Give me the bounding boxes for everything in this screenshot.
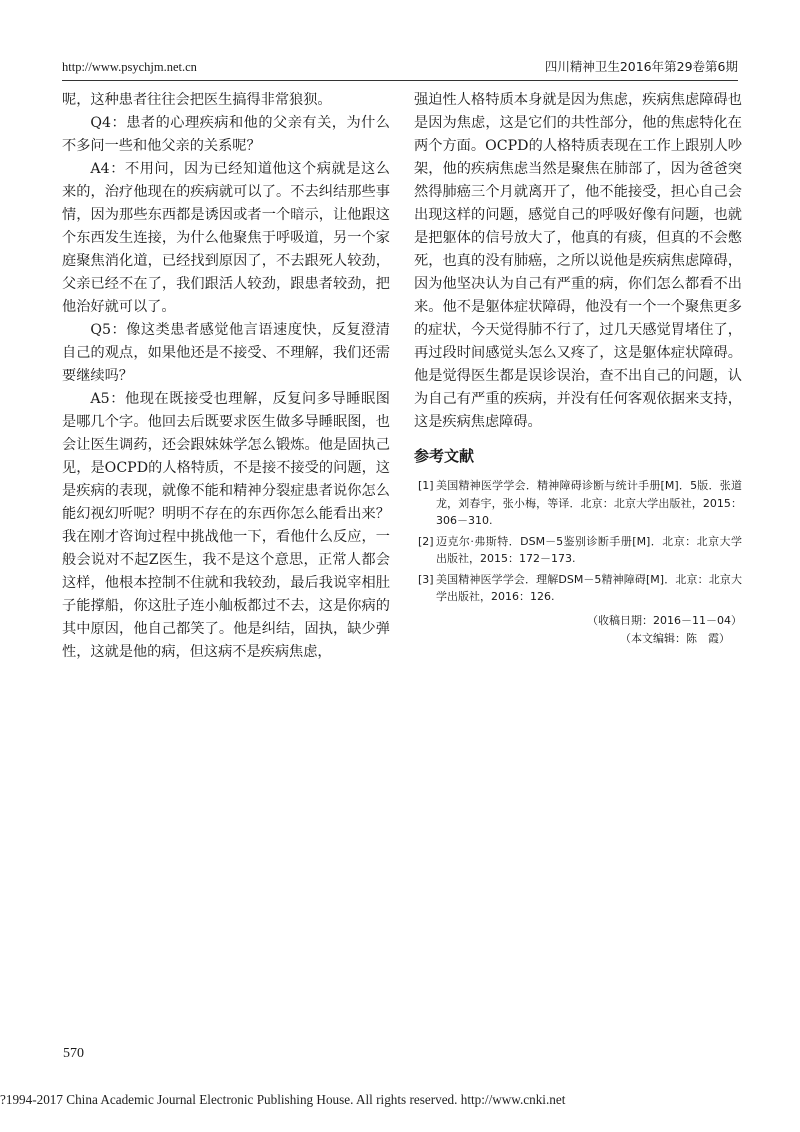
reference-text: 美国精神医学学会．理解DSM－5精神障碍[M]．北京：北京大学出版社，2016：126.: [436, 572, 742, 603]
paragraph: 强迫性人格特质本身就是因为焦虑，疾病焦虑障碍也是因为焦虑，这是它们的共性部分，他的焦虑特化在两个方面。OCPD的人格特质表现在工作上跟别人吵架，他的疾病焦虑当然是聚焦在肺部了，因为爸爸突然得肺癌三个月就离开了，他不能接受，担心自己会出现这样的问题，感觉自己的呼吸好像有问题，也就是把躯体的信号放大了，他真的有痰，但真的不会憋死，也真的没有肺癌，之所以说他是疾病焦虑障碍，因为他坚决认为自己有严重的病，你们怎么都看不出来。他不是躯体症状障碍，他没有一个一个聚焦更多的症状，今天觉得肺不行了，过几天感觉胃堵住了，再过段时间感觉头怎么又疼了，这是躯体症状障碍。他是觉得医生都是误诊误治，查不出自己的问题，认为自己有严重的疾病，并没有任何客观依据来支持，这是疾病焦虑障碍。: [414, 92, 742, 430]
editor-note: （本文编辑：陈 霞）: [620, 631, 730, 645]
page-number: 570: [63, 1046, 84, 1061]
right-column: [414, 89, 742, 648]
copyright-footer: [0, 1092, 800, 1108]
question-paragraph: Q4：患者的心理疾病和他的父亲有关，为什么不多问一些和他父亲的关系呢？: [62, 115, 390, 154]
answer-paragraph: A5：他现在既接受也理解，反复问多导睡眠图是哪几个字。他回去后既要求医生做多导睡眠图，也会让医生调药，还会跟妹妹学怎么锻炼。他是固执己见，是OCPD的人格特质，不是接不接受的问题，这是疾病的表现，就像不能和精神分裂症患者说你怎么能幻视幻听呢？明明不存在的东西你怎么能看出来？我在刚才咨询过程中挑战他一下，看他什么反应，一般会说对不起Z医生，我不是这个意思，正常人都会这样，他根本控制不住就和我较劲，最后我说宰相肚子能撑船，你这肚子连小舢板都过不去，这是你病的其中原因，他自己都笑了。他是纠结，固执，缺少弹性，这就是他的病，但这病不是疾病焦虑，: [62, 391, 390, 660]
reference-item: [414, 533, 742, 568]
reference-item: [414, 477, 742, 530]
received-date: （收稿日期：2016－11－04）: [587, 613, 742, 627]
header-journal: 四川精神卫生2016年第29卷第6期: [544, 59, 738, 74]
references-title: 参考文献: [414, 447, 475, 465]
answer-paragraph: A4：不用问，因为已经知道他这个病就是这么来的，治疗他现在的疾病就可以了。不去纠结那些事情，因为那些东西都是诱因或者一个暗示，让他跟这个东西发生连接，为什么他聚焦于呼吸道，另一个家庭聚焦消化道，已经找到原因了，不去跟死人较劲，父亲已经不在了，我们跟活人较劲，跟患者较劲，把他治好就可以了。: [62, 161, 390, 315]
question-paragraph: Q5：像这类患者感觉他言语速度快，反复澄清自己的观点，如果他还是不接受、不理解，我们还需要继续吗？: [62, 322, 390, 384]
running-header: [62, 58, 738, 81]
footer-text: ?1994-2017 China Academic Journal Electronic Publishing House. All rights reserved. http://www.cnki.net: [0, 1092, 566, 1107]
reference-number: [3]: [418, 572, 434, 586]
reference-text: 迈克尔·弗斯特．DSM－5鉴别诊断手册[M]．北京：北京大学出版社，2015：172－173.: [436, 534, 742, 565]
reference-item: [414, 571, 742, 606]
reference-number: [2]: [418, 534, 434, 548]
reference-text: 美国精神医学学会．精神障碍诊断与统计手册[M]．5版．张道龙，刘春宇，张小梅，等译．北京：北京大学出版社，2015：306－310.: [436, 479, 742, 527]
header-url: http://www.psychjm.net.cn: [62, 60, 197, 74]
paragraph: 呢，这种患者往往会把医生搞得非常狼狈。: [62, 92, 332, 108]
reference-number: [1]: [418, 479, 434, 492]
left-column: [62, 89, 390, 664]
